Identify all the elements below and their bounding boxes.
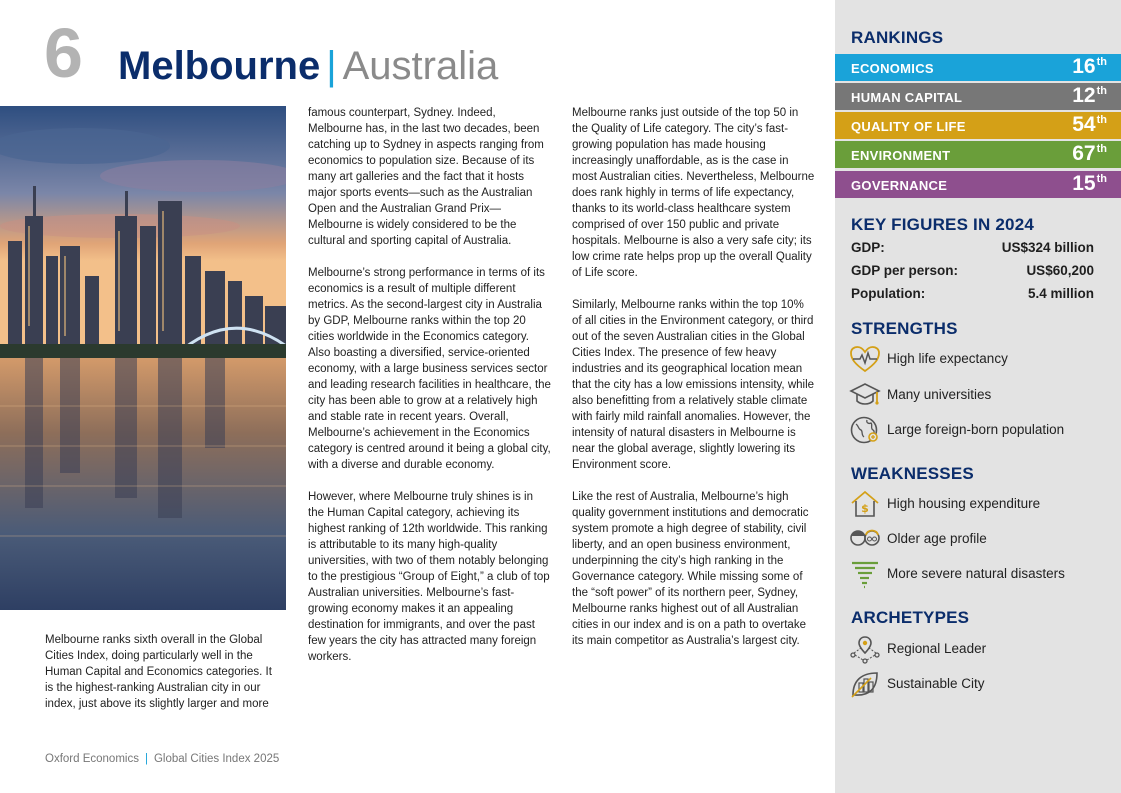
weakness-label: More severe natural disasters — [887, 566, 1065, 581]
city-rank-number: 6 — [44, 14, 83, 92]
strength-label: Large foreign-born population — [887, 422, 1065, 437]
strengths-heading: STRENGTHS — [851, 319, 958, 338]
footer-separator: | — [144, 753, 148, 765]
sidebar: RANKINGS ECONOMICS 16th HUMAN CAPITAL 12th QUALITY OF LIFE 54th ENVIRONMENT 67th GOVERNANCE 15th KEY FIGURES IN 2024 GDP: US$324 billion GDP per person: US$60,200 Population: 5.4 million STRENGTHS High life expectancy Many universities Large foreign-born population WEAKNESSES $ High housing expenditure Older age profile More severe natural disasters ARCHETYPES Regional Leader Sustainable City — [835, 0, 1121, 793]
archetype-item — [849, 669, 1111, 699]
paragraph: Like the rest of Australia, Melbourne’s high quality government institutions and democratic system promote a high degree of stability, civil liberty, and an open business environment, underpinning the city’s high ranking in the Governance category. While missing some of the “soft power” of its northern peer, Sydney, Melbourne ranks highest out of all Australian cities in our index and is on a path to overtake its main competitor as Australia’s largest city. — [572, 491, 809, 647]
paragraph: Similarly, Melbourne ranks within the top 10% of all cities in the Environment category, or third out of the seven Australian cities in the Global Cities Index. The presence of few heavy industries and its geographical location mean that the city has a low emissions intensity, while also benefitting from a relatively stable climate with fairly mild rainfall anomalies. However, the intensity of natural disasters in Melbourne is near the global average, slightly lowering its Environment score. — [572, 299, 815, 471]
ranking-label: QUALITY OF LIFE — [851, 119, 966, 134]
paragraph: Melbourne ranks just outside of the top 50 in the Quality of Life category. The city’s fast-growing population has made housing increasingly unaffordable, as is the case in most Australian cities. Nevertheless, Melbourne does rank highly in terms of life expectancy, thanks to its world-class healthcare system comprised of over 150 public and private hospitals. Melbourne is also a very safe city; its low crime rate helps prop up the overall Quality of Life score. — [572, 107, 815, 279]
ranking-value: 54th — [1072, 113, 1107, 136]
melbourne-skyline-photo — [0, 106, 286, 610]
weaknesses-heading: WEAKNESSES — [851, 464, 974, 483]
graduation-cap-icon — [849, 380, 881, 410]
weakness-item — [849, 489, 1111, 519]
paragraph: famous counterpart, Sydney. Indeed, Melbourne has, in the last two decades, been catching up to Sydney in aspects ranging from economics to population size. Because of its many art galleries and the fact that it hosts major sports events—such as the Australian Open and the Australian Grand Prix—Melbourne is widely considered to be the cultural and sporting capital of Australia. — [308, 107, 544, 247]
footer-publisher: Oxford Economics — [45, 753, 139, 765]
ranking-label: ECONOMICS — [851, 61, 934, 76]
archetype-label: Regional Leader — [887, 641, 987, 656]
strength-label: High life expectancy — [887, 351, 1008, 366]
body-column-1 — [45, 632, 281, 712]
ranking-label: ENVIRONMENT — [851, 148, 951, 163]
archetype-label: Sustainable City — [887, 676, 985, 691]
ranking-label: HUMAN CAPITAL — [851, 90, 963, 105]
tornado-icon — [849, 559, 881, 589]
page-title — [118, 46, 498, 86]
paragraph: Melbourne’s strong performance in terms of its economics is a result of multiple different metrics. As the second-largest city in Australia by GDP, Melbourne ranks within the top 20 cities worldwide in the Economics category. Also boasting a diversified, service-oriented economy, with a large business services sector and leading research facilities in healthcare, the city has been able to grow at a relatively high and stable rate in recent years. Overall, Melbourne’s achievement in the Economics category is centred around it being a global city, with a diverse and durable economy. — [308, 267, 551, 471]
weakness-item — [849, 524, 1111, 554]
ranking-value: 15th — [1072, 172, 1107, 195]
elderly-people-icon — [849, 524, 881, 554]
weakness-item — [849, 559, 1111, 589]
body-column-2 — [308, 105, 552, 665]
title-separator: | — [326, 44, 337, 88]
svg-text:$: $ — [861, 502, 869, 515]
ranking-value: 12th — [1072, 84, 1107, 107]
footer-publication: Global Cities Index 2025 — [153, 753, 280, 765]
key-figures-heading: KEY FIGURES IN 2024 — [851, 215, 1034, 234]
country-name: Australia — [342, 44, 499, 88]
strength-item — [849, 415, 1111, 445]
footer — [45, 753, 279, 765]
ranking-row-governance — [835, 171, 1121, 198]
ranking-row-human-capital — [835, 83, 1121, 110]
map-pin-network-icon — [849, 634, 881, 664]
strength-item — [849, 344, 1111, 374]
paragraph: Melbourne ranks sixth overall in the Global Cities Index, doing particularly well in the Human Capital and Economics categories. It is the highest-ranking Australian city in our index, just above its slightly larger and more — [45, 634, 272, 710]
paragraph: However, where Melbourne truly shines is in the Human Capital category, achieving its highest ranking of 12th worldwide. This ranking is attributable to its many high-quality universities, with two of them notably belonging to the prestigious “Group of Eight,” a club of top Australian universities. Melbourne’s fast-growing economy makes it an appealing destination for immigrants, and over the past few years the city has attracted many foreign workers. — [308, 491, 550, 663]
archetypes-heading: ARCHETYPES — [851, 608, 970, 627]
archetype-item — [849, 634, 1111, 664]
globe-icon — [849, 415, 881, 445]
strength-label: Many universities — [887, 387, 992, 402]
heart-pulse-icon — [849, 344, 881, 374]
ranking-label: GOVERNANCE — [851, 178, 948, 193]
ranking-row-environment — [835, 141, 1121, 168]
weakness-label: Older age profile — [887, 531, 987, 546]
ranking-row-quality-of-life — [835, 112, 1121, 139]
house-dollar-icon — [849, 489, 881, 519]
leaf-city-icon — [849, 669, 881, 699]
ranking-value: 16th — [1072, 55, 1107, 78]
ranking-value: 67th — [1072, 142, 1107, 165]
city-name: Melbourne — [118, 44, 321, 88]
ranking-row-economics — [835, 54, 1121, 81]
body-column-3 — [572, 105, 816, 649]
strength-item — [849, 380, 1111, 410]
weakness-label: High housing expenditure — [887, 496, 1041, 511]
rankings-heading: RANKINGS — [851, 28, 944, 47]
